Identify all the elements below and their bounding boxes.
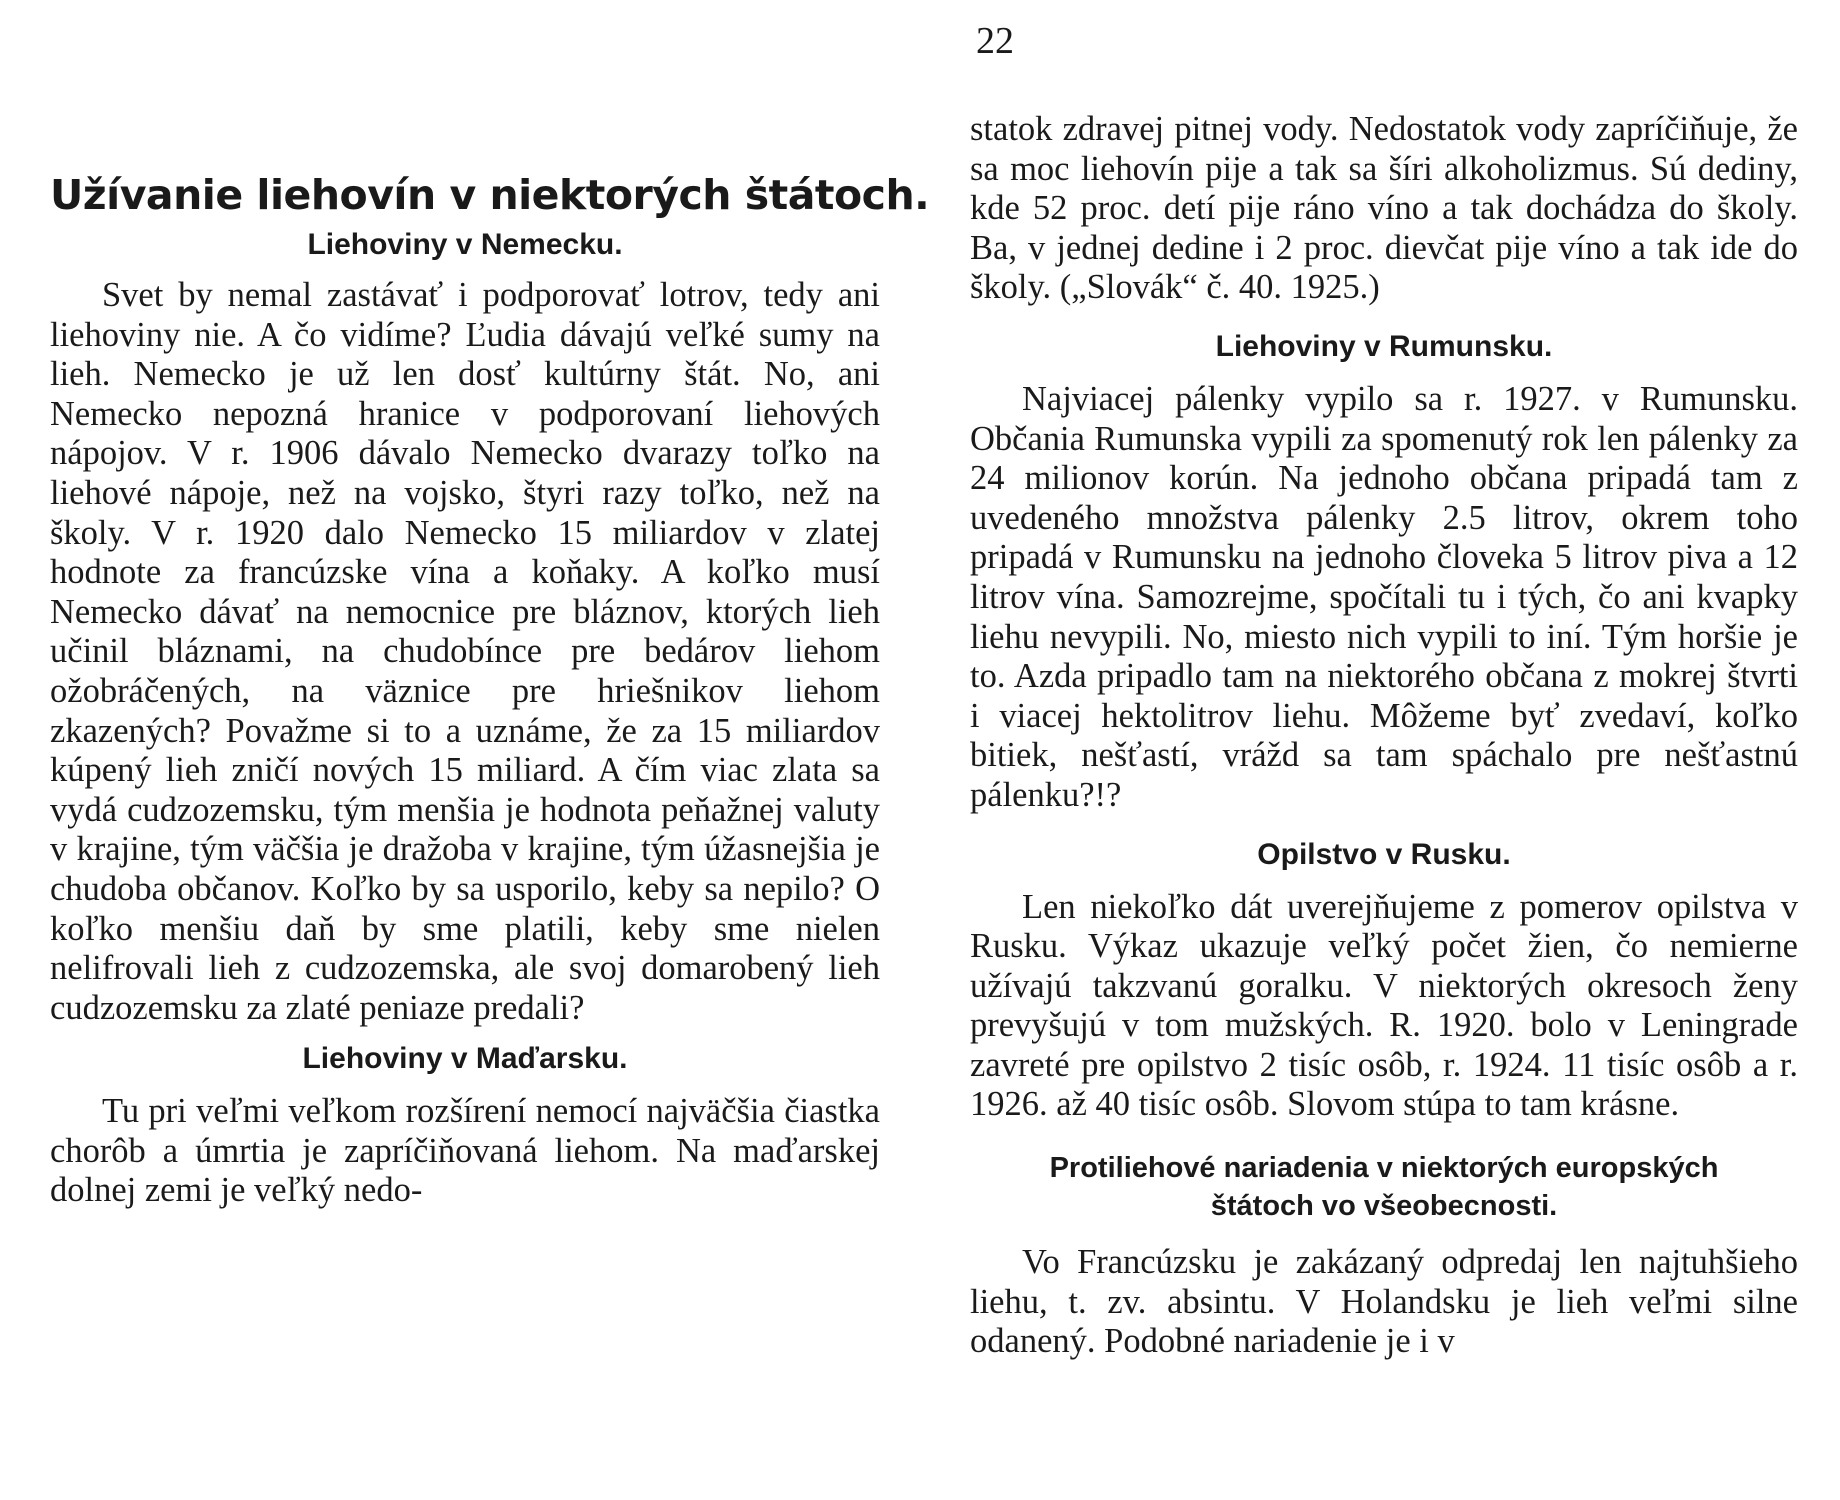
section-heading-regulations-line1: Protiliehové nariadenia v niektorých europských	[1049, 1152, 1719, 1185]
section-text-romania: Najviacej pálenky vypilo sa r. 1927. v Rumunsku. Občania Rumunska vypili za spomenutý rok len pálenky za 24 milionov korún. Na jednoho občana pripadá tam z uvedeného množstva pálenky 2.5 litrov, okrem toho pripadá v Rumunsku na jednoho človeka 5 litrov piva a 12 litrov vína. Samozrejme, spočítali tu i tých, čo ani kvapky liehu nevypili. No, miesto nich vypili to iní. Tým horšie je to. Azda pripadlo tam na niektorého občana z mokrej štvrti i viacej hektolitrov liehu. Môžeme byť zvedaví, koľko bitiek, nešťastí, vrážd sa tam spáchalo pre nešťastnú pálenku?!?	[970, 379, 1798, 814]
section-text-germany: Svet by nemal zastávať i podporovať lotrov, tedy ani liehoviny nie. A čo vidíme? Ľudia dávajú veľké sumy na lieh. Nemecko je už len dosť kultúrny štát. No, ani Nemecko nepozná hranice v podporovaní liehových nápojov. V r. 1906 dávalo Nemecko dvarazy toľko na liehové nápoje, než na vojsko, štyri razy toľko, než na školy. V r. 1920 dalo Nemecko 15 miliardov v zlatej hodnote za francúzske vína a koňaky. A koľko musí Nemecko dávať na nemocnice pre bláznov, ktorých lieh učinil bláznami, na chudobínce pre bedárov liehom ožobráčených, na väznice pre hriešnikov liehom zkazených? Považme si to a uznáme, že za 15 miliardov kúpený lieh zničí nových 15 miliard. A čím viac zlata sa vydá cudzozemsku, tým menšia je hodnota peňažnej valuty v krajine, tým väčšia je dražoba v krajine, tým úžasnejšia je chudoba občanov. Koľko by sa usporilo, keby sa nepilo? O koľko menšiu daň by sme platili, keby sme nielen nelifrovali lieh z cudzozemska, ale svoj domarobený lieh cudzozemsku za zlaté peniaze predali?	[50, 276, 880, 1027]
right-column	[970, 110, 1798, 1362]
section-text-russia: Len niekoľko dát uverejňujeme z pomerov opilstva v Rusku. Výkaz ukazuje veľký počet žien, čo nemierne užívajú takzvanú goralku. V niektorých okresoch ženy prevyšujú v tom mužských. R. 1920. bolo v Leningrade zavreté pre opilstvo 2 tisíc osôb, r. 1924. 11 tisíc osôb a r. 1926. až 40 tisíc osôb. Slovom stúpa to tam krásne.	[970, 887, 1798, 1124]
page-number: 22	[976, 20, 1014, 62]
section-text-hungary: Tu pri veľmi veľkom rozšírení nemocí najväčšia čiastka chorôb a úmrtia je zapríčiňovaná liehom. Na maďarskej dolnej zemi je veľký nedo-	[50, 1092, 880, 1210]
section-heading-russia: Opilstvo v Rusku.	[1257, 837, 1511, 871]
section-heading-hungary: Liehoviny v Maďarsku.	[302, 1042, 628, 1076]
left-column	[50, 170, 930, 1211]
section-heading-regulations-line2: štátoch vo všeobecnosti.	[1210, 1190, 1558, 1223]
chapter-title: Užívanie liehovín v niektorých štátoch.	[50, 171, 930, 219]
section-heading-romania: Liehoviny v Rumunsku.	[1215, 329, 1553, 363]
section-text-regulations: Vo Francúzsku je zakázaný odpredaj len najtuhšieho liehu, t. zv. absintu. V Holandsku je lieh veľmi silne odanený. Podobné nariadenie je i v	[970, 1243, 1798, 1361]
section-heading-regulations	[970, 1149, 1798, 1225]
section-heading-germany: Liehoviny v Nemecku.	[307, 228, 623, 261]
continuation-text: statok zdravej pitnej vody. Nedostatok vody zapríčiňuje, že sa moc liehovín pije a tak sa šíri alkoholizmus. Sú dediny, kde 52 proc. detí pije ráno víno a tak dochádza do školy. Ba, v jednej dedine i 2 proc. dievčat pije víno a tak ide do školy. („Slovák“ č. 40. 1925.)	[970, 110, 1798, 307]
